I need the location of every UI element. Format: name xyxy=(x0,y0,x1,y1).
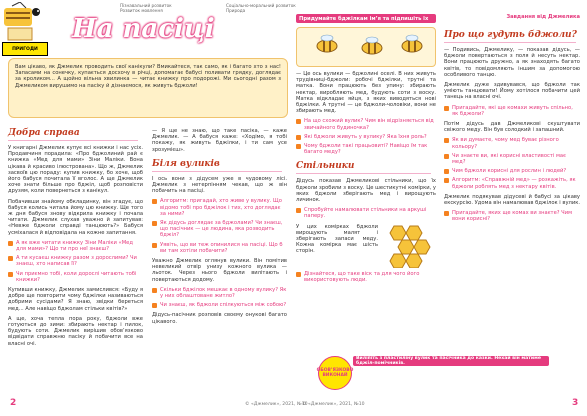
question-17 xyxy=(444,210,580,222)
bees-buzz-text-4: Джмелик подякував дідусеві й бабусі за цікаву екскурсію. Удома він намалював бджілок і вулик. xyxy=(444,193,580,207)
question-text: Пригадайте, які ще комахи живуть спільно, як бджоли? xyxy=(452,104,573,117)
question-marker-icon xyxy=(444,138,449,143)
bees-buzz-text-2: Джмелик дуже здивувався, що бджоли так уміють танцювати! Йому хотілося побачити цей танець на власні очі. xyxy=(444,82,580,101)
right-page-number: 3 xyxy=(572,398,579,408)
question-marker-icon xyxy=(444,169,449,174)
question-marker-icon xyxy=(444,154,449,159)
task-from-jmelyk xyxy=(444,14,580,20)
question-marker-icon xyxy=(152,303,157,308)
section-divider xyxy=(444,42,576,43)
bees-illustration xyxy=(296,27,436,67)
honeycomb-text: Дідусь показав Джмеликові стільники, що їх бджоли зробили з воску. Це шестикутні комірки, у яких бджоли зберігають мед і вирощують личинок. xyxy=(296,178,436,204)
question-4 xyxy=(152,220,287,239)
bee-logo-icon xyxy=(2,2,42,42)
task-from-text: Завдання від Джмелика xyxy=(506,14,580,20)
honeycomb-icon xyxy=(384,224,436,268)
question-marker-icon xyxy=(296,135,301,140)
question-marker-icon xyxy=(152,199,157,204)
honeycomb-text-2: У цих комірках бджоли вирощують малят і зберігають запаси меду. Кожна комірка має шість сторін. xyxy=(296,223,378,255)
question-12 xyxy=(444,105,580,117)
section-text: У книгарні Джмелик купує всі книжки і нас усіх. Продавчиня порадила: «Про бджолиний рай є книжка «Мед для мами» Зіни Маліки. Вона цікава й красиво ілюстрована». Що ж, Джмелик засвоїв цю пораду: купив книжку, бо хоче, щоб його бабуся почитала її вголос. А ще Джмелик хоче знати більше про бджіл, щоб розповісти друзям, коли повернеться з канікул. xyxy=(8,145,143,195)
question-2 xyxy=(8,271,143,283)
section-text-4: А ще, хоча тепла пора року, бджоли вже готуються до зими: збирають нектар і пилок, будують соти. Джмелик вирішив обов’язково відвідати справжню пасіку й побачити все на власні очі. xyxy=(8,315,143,347)
bees-buzz-text: — Подивись, Джмелику, — показав дідусь, — бджоли повертаються з поля й несуть нектар. Вони працюють дружно, а як знаходять багато квітів, то повідомляють іншим за допомогою особливого танцю. xyxy=(444,47,580,78)
question-text: Чи приємно тобі, коли дорослі читають тобі книжки? xyxy=(16,270,137,283)
question-7 xyxy=(296,118,436,130)
question-6 xyxy=(152,287,287,299)
question-text: Чи знаєте ви, які корисні властивості має мед? xyxy=(452,152,566,166)
question-text: Спробуйте намалювати стільники на аркуші паперу. xyxy=(304,207,427,220)
question-8 xyxy=(296,134,436,140)
hive-text: І ось вони з дідусем уже в чудовому лісі. Джмелик з нетерпінням чекав, що ж він побачить на пасіці. xyxy=(152,175,287,195)
question-marker-icon xyxy=(296,119,301,124)
left-page-number: 2 xyxy=(10,398,17,408)
top-nav-item-2: Розвиток мовлення xyxy=(120,8,163,13)
section-divider xyxy=(8,140,138,141)
hive-text-2: Уважно Джмелик оглянув вулики. Він помітив невеликий отвір унизу кожного вулика — льоток. Через нього бджоли вилітають і повертаються додому. xyxy=(152,258,287,283)
badge-text: ОБОВ’ЯЗКОВО ВИКОНАЙ xyxy=(316,368,354,378)
question-11 xyxy=(296,271,436,283)
question-text: Скільки бджілок мешкає в одному вулику? Як у них облаштоване житло? xyxy=(160,286,287,300)
section-divider xyxy=(296,173,431,174)
question-text: Чи знаєш, як бджоли спілкуються між собою? xyxy=(160,302,287,309)
question-13 xyxy=(444,137,580,149)
question-text: Алгоритм: «Справжній мед» — розкажіть, як бджоли роблять мед з нектару квітів. xyxy=(452,177,576,190)
task-banner xyxy=(296,14,436,23)
honeycomb-row xyxy=(296,224,436,268)
brand-strip xyxy=(2,42,48,56)
question-text: Чому бджоли такі працьовиті? Навіщо їм так багато меду? xyxy=(304,143,428,156)
section-title-hives: Біля вуликів xyxy=(152,158,220,169)
question-text: А як вже читати книжку Зіни Маліки «Мед для мами»? Що ти про неї знаєш? xyxy=(16,239,133,253)
bees-buzz-text-3: Потім дідусь дав Джмеликові скуштувати свіжого меду. Він був солодкий і запашний. xyxy=(444,121,580,134)
midr-text-1: — Це ось вулики — бджолині оселі. В них живуть трудівниці-бджоли: робочі бджілки, трутні та матка. Вони працюють без упину: збирають нектар, виробляють мед, будують соти з воску. Матка відкладає яйця, з яких виводяться нові бджілки. А трутні — це бджоли-чоловіки, вони не збирають мед. xyxy=(296,71,436,115)
logo xyxy=(2,2,42,42)
question-marker-icon xyxy=(8,272,13,277)
question-1 xyxy=(8,240,143,252)
midr-column xyxy=(296,14,436,398)
question-text: На що схожий вулик? Чим він відрізняється від звичайного будиночка? xyxy=(304,118,434,131)
question-16 xyxy=(444,177,580,189)
top-nav-2 xyxy=(226,3,316,13)
question-marker-icon xyxy=(296,144,301,149)
question-text: Пригадайте, яких ще комах ви знаєте? Чим вони корисні? xyxy=(452,210,573,223)
top-nav-item-3: Соціально-моральний розвиток xyxy=(226,3,296,8)
question-marker-icon xyxy=(444,211,449,216)
question-text: Які бджоли живуть у вулику? Яка їхня роль? xyxy=(304,133,427,140)
question-marker-icon xyxy=(152,221,157,226)
question-marker-icon xyxy=(444,106,449,111)
task-banner-text: Придумайте бджілкам ім’я та підпишіть їх xyxy=(299,15,429,22)
question-marker-icon xyxy=(8,241,13,246)
question-text: Чим бджоли корисні для рослин і людей? xyxy=(452,168,567,175)
question-text: Дізнайтеся, що таке віск та для чого його використовують люди. xyxy=(304,270,420,283)
right-column xyxy=(444,14,580,398)
section-title-bees-buzz: Про що гудуть бджоли? xyxy=(444,30,577,40)
question-marker-icon xyxy=(444,178,449,183)
question-6b xyxy=(152,302,287,308)
question-14 xyxy=(444,153,580,165)
intro-text: Вам цікаво, як Джмелик проводить свої канікули? Вмикайтеся, так само, як і багато хто з нас! Запасами на сонечку, купається досхочу в річці, допомагає бабусі поливати грядку, доглядає за кроликом... А щойно вільна хвилинка — читає книжку про подорожі. Ми сьогодні разом з Джмеликом вирушимо на пасіку й дізнаємося, як живуть бджоли! xyxy=(15,64,281,89)
left-column xyxy=(8,126,143,396)
question-marker-icon xyxy=(296,208,301,213)
intro-box xyxy=(8,58,288,118)
question-5 xyxy=(152,242,287,254)
question-text: Як ви думаєте, чому мед буває різного кольору? xyxy=(452,137,559,150)
question-marker-icon xyxy=(8,256,13,261)
question-1b xyxy=(8,255,143,267)
mid-column xyxy=(152,126,287,396)
question-marker-icon xyxy=(152,288,157,293)
section-title-honeycombs: Стільники xyxy=(296,161,355,172)
right-credit: © «Джмелик», 2021, №10 xyxy=(302,402,365,407)
section-text-3: Купивши книжку, Джмелик замислився: «Буду я добре ще повторити чому бджілки називаються добрими сусідами? Я знаю, звідки береться мед... Але навіщо бджолам стільки квітів?» xyxy=(8,287,143,312)
hive-text-3: Дідусь-пасічник розповів своєму онукові багато цікавого. xyxy=(152,312,287,325)
bottom-task-text: Виліпіть з пластиліну вулик та пасічника до казки. Нехай він матиме бджіл-помічників. xyxy=(356,356,542,366)
question-9 xyxy=(296,143,436,155)
page-title: На пасіці xyxy=(72,14,215,44)
mid-top-text: — Я ще не знаю, що таке пасіка, — каже Джмелик. — А бабуся каже: «Ходімо, я тобі покажу, як живуть бджілки, і ти сам усе зрозумієш». xyxy=(152,128,287,153)
must-do-badge xyxy=(318,356,352,390)
left-credit: © «Джмелик», 2021, №10 xyxy=(245,402,308,407)
top-nav-item-4: Природа xyxy=(226,8,246,13)
question-text: Як дідусь доглядає за бджолами? Чи знаєш, що пасічник — це людина, яка розводить бджіл? xyxy=(160,220,283,239)
question-text: А ти кусаєш книжку разом з дорослими? Чи знаєш, хто написав її? xyxy=(16,255,137,268)
section-title-good-deed: Добра справа xyxy=(8,128,80,138)
section-text-2: Побачивши знайому обкладинку, він згадує, що бабуся колись читала йому цю книжку. Ще того ж дня бабуся знову відкрила книжку і почала читати. Джмелик слухав уважно й запитував: «Невже бджоли справді танцюють?» Бабуся усміхалася й відповідала на кожне запитання. xyxy=(8,198,143,236)
question-3 xyxy=(152,198,287,217)
bees-icon xyxy=(297,28,437,66)
top-nav-item-1: Пізнавальний розвиток xyxy=(120,3,172,8)
question-10 xyxy=(296,207,436,219)
question-text: Уявіть, що ви теж опинилися на пасіці. Що б ви там хотіли побачити? xyxy=(160,241,283,254)
question-15 xyxy=(444,168,580,174)
question-marker-icon xyxy=(296,272,301,277)
brand-sub: ПРИГОДИ xyxy=(12,46,38,52)
section-divider xyxy=(152,171,282,172)
question-text: Алгоритм: пригадай, хто живе у вулику. Що відомо тобі про бджілок і тих, хто доглядає за ними? xyxy=(160,198,282,217)
question-marker-icon xyxy=(152,243,157,248)
